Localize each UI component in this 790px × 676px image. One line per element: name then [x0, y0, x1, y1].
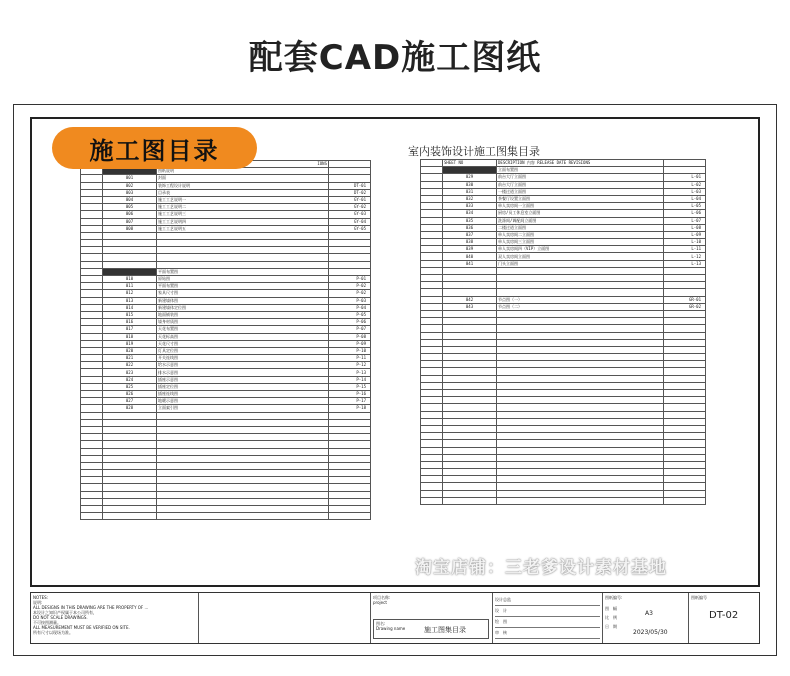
drawing-code-cell	[329, 261, 371, 268]
drawing-date: 2023/05/30	[633, 629, 668, 636]
table-row	[421, 454, 706, 461]
table-row	[81, 412, 371, 419]
table-row	[81, 434, 371, 441]
sheet-no-cell: 029	[443, 174, 497, 181]
table-row	[81, 340, 371, 347]
sheet-no-cell: 008	[103, 225, 157, 232]
table-row	[81, 362, 371, 369]
table-row	[81, 254, 371, 261]
page-title: 配套CAD施工图纸	[248, 38, 542, 78]
description-cell: 原始图	[157, 276, 329, 283]
drawing-code-cell: L-03	[664, 188, 706, 195]
drawing-code-cell	[329, 175, 371, 182]
sheet-no-cell: 030	[443, 181, 497, 188]
drawing-code-cell: GY-05	[329, 225, 371, 232]
table-row	[81, 369, 371, 376]
sheet-no-cell: 041	[443, 260, 497, 267]
description-cell	[157, 247, 329, 254]
table-row	[81, 448, 371, 455]
header-fragment: IONS	[157, 161, 329, 168]
sheet-no-cell	[103, 240, 157, 247]
table-row	[421, 217, 706, 224]
sheet-no-cell: 037	[443, 231, 497, 238]
table-row	[421, 425, 706, 432]
description-cell: 施工工艺说明三	[157, 211, 329, 218]
table-row	[81, 441, 371, 448]
drawing-code-cell: L-09	[664, 231, 706, 238]
description-cell: 家具尺寸图	[157, 290, 329, 297]
drawing-box	[373, 619, 489, 639]
description-cell	[497, 275, 664, 282]
description-cell: 排水示意图	[157, 369, 329, 376]
description-cell: 插座连线图	[157, 391, 329, 398]
table-row	[81, 225, 371, 232]
table-row	[421, 188, 706, 195]
notes-cell: NOTES: 说明: ALL DESIGNS IN THIS DRAWING ARE THE PROPERTY OF ... 本设计之知识产权属于本公司所有， DO NOT SCALE DRAWINGS. 不可按图测量。 ALL MEASUREMENT MUST BE VERIFIED ON SITE. 所有尺寸以现场为准。	[31, 593, 199, 643]
table-row	[421, 382, 706, 389]
signature-field: 设计总监	[495, 595, 600, 606]
drawing-code-cell: P-16	[329, 391, 371, 398]
sheet-no-cell: 016	[103, 319, 157, 326]
description-cell: 施工工艺说明一	[157, 196, 329, 203]
table-row	[81, 204, 371, 211]
sheet-no-cell	[103, 261, 157, 268]
sheet-no-cell	[443, 267, 497, 274]
table-row	[421, 289, 706, 296]
table-row	[81, 355, 371, 362]
table-row	[81, 218, 371, 225]
sheet-no-cell: 014	[103, 304, 157, 311]
table-row	[81, 506, 371, 513]
drawing-code-cell: P-13	[329, 369, 371, 376]
table-row	[81, 383, 371, 390]
table-row	[81, 426, 371, 433]
drawing-code-cell: L-07	[664, 217, 706, 224]
sheet-no: DT-02	[709, 610, 739, 621]
sheet-no-cell: 012	[103, 290, 157, 297]
table-row	[421, 303, 706, 310]
sheet-no-cell: 019	[103, 340, 157, 347]
table-row	[421, 325, 706, 332]
description-cell: 茶餐厅设置立面图	[497, 195, 664, 202]
description-cell: 图纸说明	[157, 168, 329, 175]
drawing-code-cell: GY-02	[329, 204, 371, 211]
drawing-code-cell: P-04	[329, 304, 371, 311]
table-row	[421, 239, 706, 246]
drawing-code-cell: L-01	[664, 174, 706, 181]
description-cell	[497, 282, 664, 289]
table-row	[81, 247, 371, 254]
description-cell: 门头立面图	[497, 260, 664, 267]
drawing-code-cell: L-10	[664, 239, 706, 246]
table-row	[81, 462, 371, 469]
sheet-no-cell: 015	[103, 311, 157, 318]
table-row	[421, 267, 706, 274]
table-row	[421, 260, 706, 267]
sheet-no-cell	[689, 593, 761, 643]
sheet-no-cell	[443, 275, 497, 282]
table-row	[421, 310, 706, 317]
table-row	[421, 447, 706, 454]
sheet-no-cell	[443, 282, 497, 289]
info-label-2: 比 例	[605, 615, 617, 620]
drawing-code-cell: L-08	[664, 224, 706, 231]
table-row	[81, 319, 371, 326]
table-row	[81, 268, 371, 275]
description-cell	[497, 289, 664, 296]
table-row	[421, 361, 706, 368]
table-row	[81, 455, 371, 462]
description-cell: 装饰工程设计说明	[157, 182, 329, 189]
table-row	[81, 261, 371, 268]
table-row	[81, 419, 371, 426]
sheet-no-cell: 006	[103, 211, 157, 218]
description-cell	[157, 261, 329, 268]
table-row	[421, 418, 706, 425]
drawing-code-cell: GR-01	[664, 296, 706, 303]
sheet-no-cell: 026	[103, 391, 157, 398]
description-cell: 插座定位图	[157, 383, 329, 390]
sheet-no-cell: 022	[103, 362, 157, 369]
left-catalog-table	[80, 160, 371, 520]
drawing-code-cell: P-05	[329, 311, 371, 318]
drawing-label: 图名:	[376, 621, 386, 626]
description-cell: 立面索引图	[157, 405, 329, 412]
drawing-code-cell: P-17	[329, 398, 371, 405]
drawing-code-cell: GY-03	[329, 211, 371, 218]
drawing-code-cell	[329, 232, 371, 239]
drawing-code-cell: L-04	[664, 195, 706, 202]
description-cell	[157, 254, 329, 261]
table-row	[81, 297, 371, 304]
table-row	[421, 231, 706, 238]
table-row	[421, 497, 706, 504]
table-row	[421, 339, 706, 346]
description-cell: 前台大厅立面图	[497, 174, 664, 181]
sheet-no-cell	[443, 289, 497, 296]
info-label-3: 日 期	[605, 624, 617, 629]
description-cell: 墙身材质图	[157, 319, 329, 326]
drawing-code-cell: L-06	[664, 210, 706, 217]
drawing-code-cell	[329, 168, 371, 175]
header-description: DESCRIPTION 内容 RELEASE DATE REVISIONS	[497, 160, 664, 167]
description-cell: 平面布置图	[157, 283, 329, 290]
description-cell: 给水示意图	[157, 362, 329, 369]
drawing-code-cell: GY-04	[329, 218, 371, 225]
table-row	[421, 476, 706, 483]
project-cell	[371, 593, 493, 643]
sheet-no-cell: 020	[103, 347, 157, 354]
signature-field: 绘 图	[495, 617, 600, 628]
table-row	[81, 333, 371, 340]
people-cell	[493, 593, 603, 643]
sheet-no-cell: 024	[103, 376, 157, 383]
drawing-code-cell: L-12	[664, 253, 706, 260]
project-label: 项目名称:	[373, 595, 391, 600]
description-cell: 插座示意图	[157, 376, 329, 383]
table-row	[421, 440, 706, 447]
sheet-no-cell: 021	[103, 355, 157, 362]
sheet-no-cell: 004	[103, 196, 157, 203]
drawing-code-cell	[329, 268, 371, 275]
sheet-no-cell: 028	[103, 405, 157, 412]
table-row	[421, 354, 706, 361]
drawing-code-cell: P-18	[329, 405, 371, 412]
drawing-code-cell: P-03	[329, 297, 371, 304]
drawing-code-cell: P-02	[329, 283, 371, 290]
table-row	[421, 195, 706, 202]
sheet-no-cell: 032	[443, 195, 497, 202]
sheet-no-cell	[103, 254, 157, 261]
table-row	[421, 210, 706, 217]
sheet-no-cell: 010	[103, 276, 157, 283]
description-cell: 前台大厅立面图	[497, 181, 664, 188]
info-cell	[603, 593, 689, 643]
drawing-code-cell: DT-01	[329, 182, 371, 189]
table-row	[421, 224, 706, 231]
table-row	[421, 397, 706, 404]
table-row	[81, 304, 371, 311]
table-row	[81, 182, 371, 189]
drawing-code-cell: L-13	[664, 260, 706, 267]
table-row	[421, 167, 706, 174]
table-row	[421, 246, 706, 253]
drawing-code-cell: GR-02	[664, 303, 706, 310]
sheet-no-cell: 007	[103, 218, 157, 225]
sheet-no-cell: 023	[103, 369, 157, 376]
description-cell: 灯具定位图	[157, 347, 329, 354]
drawing-code-cell: P-15	[329, 383, 371, 390]
drawing-code-cell: L-11	[664, 246, 706, 253]
table-row	[421, 282, 706, 289]
drawing-code-cell	[664, 267, 706, 274]
sheet-no-cell: 040	[443, 253, 497, 260]
signature-field: 审 核	[495, 628, 600, 639]
description-cell: 地暖示意图	[157, 398, 329, 405]
header-sheet-no: SHEET NO	[443, 160, 497, 167]
drawing-code-cell: L-05	[664, 203, 706, 210]
sheet-no-cell: 018	[103, 333, 157, 340]
description-cell: 开关连线图	[157, 355, 329, 362]
table-row	[81, 283, 371, 290]
watermark: 淘宝店铺：三老爹设计素材基地	[415, 558, 667, 578]
description-cell	[497, 267, 664, 274]
drawing-code-cell: P-06	[329, 319, 371, 326]
drawing-code-cell: P-11	[329, 355, 371, 362]
table-row	[421, 490, 706, 497]
description-cell: 地面铺装图	[157, 311, 329, 318]
sheet-no-cell: 036	[443, 224, 497, 231]
table-row	[421, 483, 706, 490]
drawing-code-cell: P-12	[329, 362, 371, 369]
sheet-no-cell: 039	[443, 246, 497, 253]
sheet-no-cell: 043	[443, 303, 497, 310]
drawing-code-cell	[329, 247, 371, 254]
description-cell: 单人卖房间四（VIP）立面图	[497, 246, 664, 253]
sheet-no-cell: 011	[103, 283, 157, 290]
title-block	[30, 592, 760, 644]
description-cell: 双人卖房间立面图	[497, 253, 664, 260]
table-row	[81, 311, 371, 318]
table-row	[81, 347, 371, 354]
drawing-code-cell: P-09	[329, 340, 371, 347]
sheet-no-cell: 005	[103, 204, 157, 211]
description-cell: 洗涤间/调配间立面图	[497, 217, 664, 224]
project-sub: project	[373, 600, 387, 605]
sheet-no-cell: 002	[103, 182, 157, 189]
description-cell: 天花布置图	[157, 326, 329, 333]
description-cell: 天花标高图	[157, 333, 329, 340]
drawing-code-cell: DT-02	[329, 189, 371, 196]
table-row	[81, 376, 371, 383]
table-row	[421, 375, 706, 382]
table-row	[81, 232, 371, 239]
table-row	[421, 411, 706, 418]
drawing-sub: Drawing name	[376, 626, 406, 631]
table-row	[81, 240, 371, 247]
description-cell: 单人卖房间二立面图	[497, 231, 664, 238]
table-row	[81, 276, 371, 283]
description-cell: 二楼过道立面图	[497, 224, 664, 231]
sheet-no-cell: 042	[443, 296, 497, 303]
drawing-code-cell	[329, 254, 371, 261]
table-row	[421, 253, 706, 260]
sheet-no-cell: 025	[103, 383, 157, 390]
paper-size: A3	[645, 610, 653, 617]
description-cell: 厨房/员工休息室立面图	[497, 210, 664, 217]
table-row	[421, 203, 706, 210]
sheet-no-cell: 031	[443, 188, 497, 195]
table-row	[421, 404, 706, 411]
sheet-no-cell: 003	[103, 189, 157, 196]
table-row	[81, 405, 371, 412]
catalog-badge: 施工图目录	[52, 127, 257, 169]
description-cell: 施工工艺说明四	[157, 218, 329, 225]
description-cell: 节点图（一）	[497, 296, 664, 303]
table-header-row	[421, 160, 706, 167]
sheet-no-cell: 013	[103, 297, 157, 304]
drawing-code-cell: P-02	[329, 290, 371, 297]
sheet-no-cell: 001	[103, 175, 157, 182]
table-row	[81, 484, 371, 491]
description-cell: 新建墙体定位图	[157, 304, 329, 311]
table-row	[81, 175, 371, 182]
table-row	[81, 326, 371, 333]
sheet-no-label: 图纸编号	[691, 595, 707, 600]
description-cell: 封面	[157, 175, 329, 182]
description-cell	[157, 232, 329, 239]
table-row	[421, 181, 706, 188]
drawing-code-cell	[664, 275, 706, 282]
table-row	[421, 433, 706, 440]
table-row	[81, 513, 371, 520]
description-cell	[157, 240, 329, 247]
sheet-no-cell: 017	[103, 326, 157, 333]
sheet-no-cell: 038	[443, 239, 497, 246]
table-row	[81, 470, 371, 477]
drawing-code-cell	[664, 282, 706, 289]
table-row	[421, 368, 706, 375]
catalog-title: 室内装饰设计施工图集目录	[408, 145, 540, 158]
table-row	[81, 477, 371, 484]
sheet-no-cell	[103, 232, 157, 239]
table-row	[421, 469, 706, 476]
table-row	[421, 461, 706, 468]
drawing-code-cell: P-10	[329, 347, 371, 354]
drawing-code-cell: P-01	[329, 276, 371, 283]
description-cell: 一楼过道立面图	[497, 188, 664, 195]
drawing-code-cell: L-02	[664, 181, 706, 188]
description-cell: 施工工艺说明五	[157, 225, 329, 232]
drawing-code-cell	[329, 240, 371, 247]
table-row	[81, 189, 371, 196]
table-row	[421, 332, 706, 339]
table-row	[421, 346, 706, 353]
description-cell: 节点图（二）	[497, 303, 664, 310]
description-cell: 单人卖房间三立面图	[497, 239, 664, 246]
drawing-code-cell	[664, 289, 706, 296]
table-row	[421, 174, 706, 181]
description-cell: 天花尺寸图	[157, 340, 329, 347]
table-row	[81, 498, 371, 505]
table-row	[421, 296, 706, 303]
info-label-1: 图 幅	[605, 606, 617, 611]
table-row	[81, 398, 371, 405]
table-row	[421, 275, 706, 282]
sheet-no-cell: 034	[443, 210, 497, 217]
sheet-no-cell	[103, 268, 157, 275]
description-cell: 目录表	[157, 189, 329, 196]
table-row	[421, 390, 706, 397]
blank-cell	[199, 593, 371, 643]
table-row	[421, 318, 706, 325]
drawing-code-cell: P-08	[329, 333, 371, 340]
info-label-0: 图纸编号:	[605, 595, 623, 600]
table-row	[81, 391, 371, 398]
description-cell: 平面布置图	[157, 268, 329, 275]
description-cell: 单人卖房间一立面图	[497, 203, 664, 210]
description-cell: 新建墙体图	[157, 297, 329, 304]
sheet-no-cell: 033	[443, 203, 497, 210]
sheet-no-cell	[103, 247, 157, 254]
sheet-no-cell: 027	[103, 398, 157, 405]
sheet-no-cell: 035	[443, 217, 497, 224]
table-row	[81, 491, 371, 498]
signature-field: 设 计	[495, 606, 600, 617]
drawing-name: 施工图集目录	[424, 626, 466, 634]
description-cell: 施工工艺说明二	[157, 204, 329, 211]
description-cell: 立面布置图	[497, 167, 664, 174]
table-row	[81, 196, 371, 203]
right-catalog-table	[420, 159, 706, 505]
drawing-code-cell: P-14	[329, 376, 371, 383]
drawing-code-cell: GY-01	[329, 196, 371, 203]
table-row	[81, 290, 371, 297]
drawing-code-cell: P-07	[329, 326, 371, 333]
sheet-no-cell	[443, 167, 497, 174]
drawing-code-cell	[664, 167, 706, 174]
table-row	[81, 211, 371, 218]
